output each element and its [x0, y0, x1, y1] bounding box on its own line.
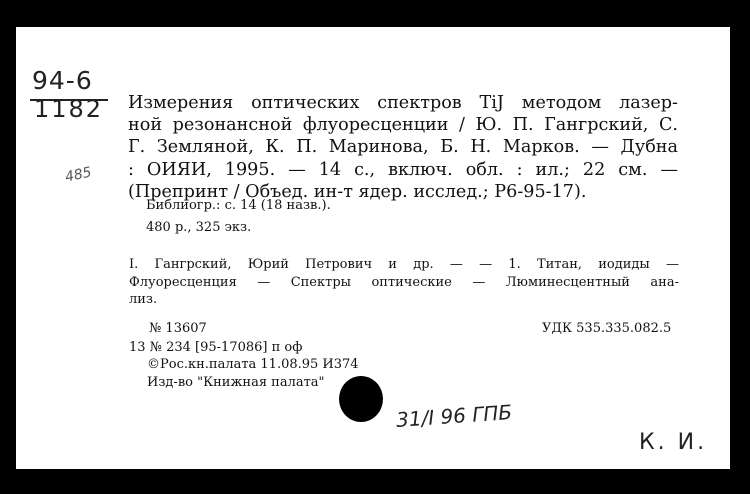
entry-line: (Препринт / Объед. ин-т ядер. исслед.; Р6-95-17). — [128, 181, 587, 202]
handwritten-date-note: 31/I 96 ГПБ — [395, 399, 513, 433]
udk-code: УДК 535.335.082.5 — [542, 321, 672, 336]
publisher-line: Изд-во "Книжная палата" — [147, 375, 325, 390]
shelfmark-line2: 1182 — [34, 95, 104, 123]
price-note: 480 р., 325 экз. — [146, 220, 252, 235]
shelfmark-line1: 94-6 — [32, 66, 93, 95]
tracing-line: Флуоресценция — Спектры оптические — Люминесцентный ана- — [129, 274, 679, 290]
margin-note: 485 — [63, 164, 94, 186]
card-number: № 13607 — [149, 321, 207, 336]
tracing-line: лиз. — [129, 292, 158, 307]
entry-line: Г. Земляной, К. П. Маринова, Б. Н. Марков. — Дубна — [128, 137, 678, 158]
ink-blot — [339, 376, 383, 422]
bibliography-note: Библиогр.: с. 14 (18 назв.). — [146, 198, 331, 213]
copyright-line: ©Рос.кн.палата 11.08.95 И374 — [147, 357, 359, 372]
entry-line: : ОИЯИ, 1995. — 14 с., включ. обл. : ил.; 22 см. — — [128, 159, 678, 180]
handwritten-initials: К. И. — [639, 430, 708, 455]
subject-tracings — [129, 256, 679, 309]
bibliographic-entry — [128, 92, 678, 203]
record-line: 13 № 234 [95-17086] п оф — [129, 340, 303, 355]
entry-line: ной резонансной флуоресценции / Ю. П. Гангрский, С. — [128, 115, 678, 136]
entry-line: Измерения оптических спектров TiJ методом лазер- — [128, 93, 678, 113]
tracing-line: I. Гангрский, Юрий Петрович и др. — — 1. Титан, иодиды — — [129, 257, 679, 272]
catalog-card — [16, 27, 730, 469]
